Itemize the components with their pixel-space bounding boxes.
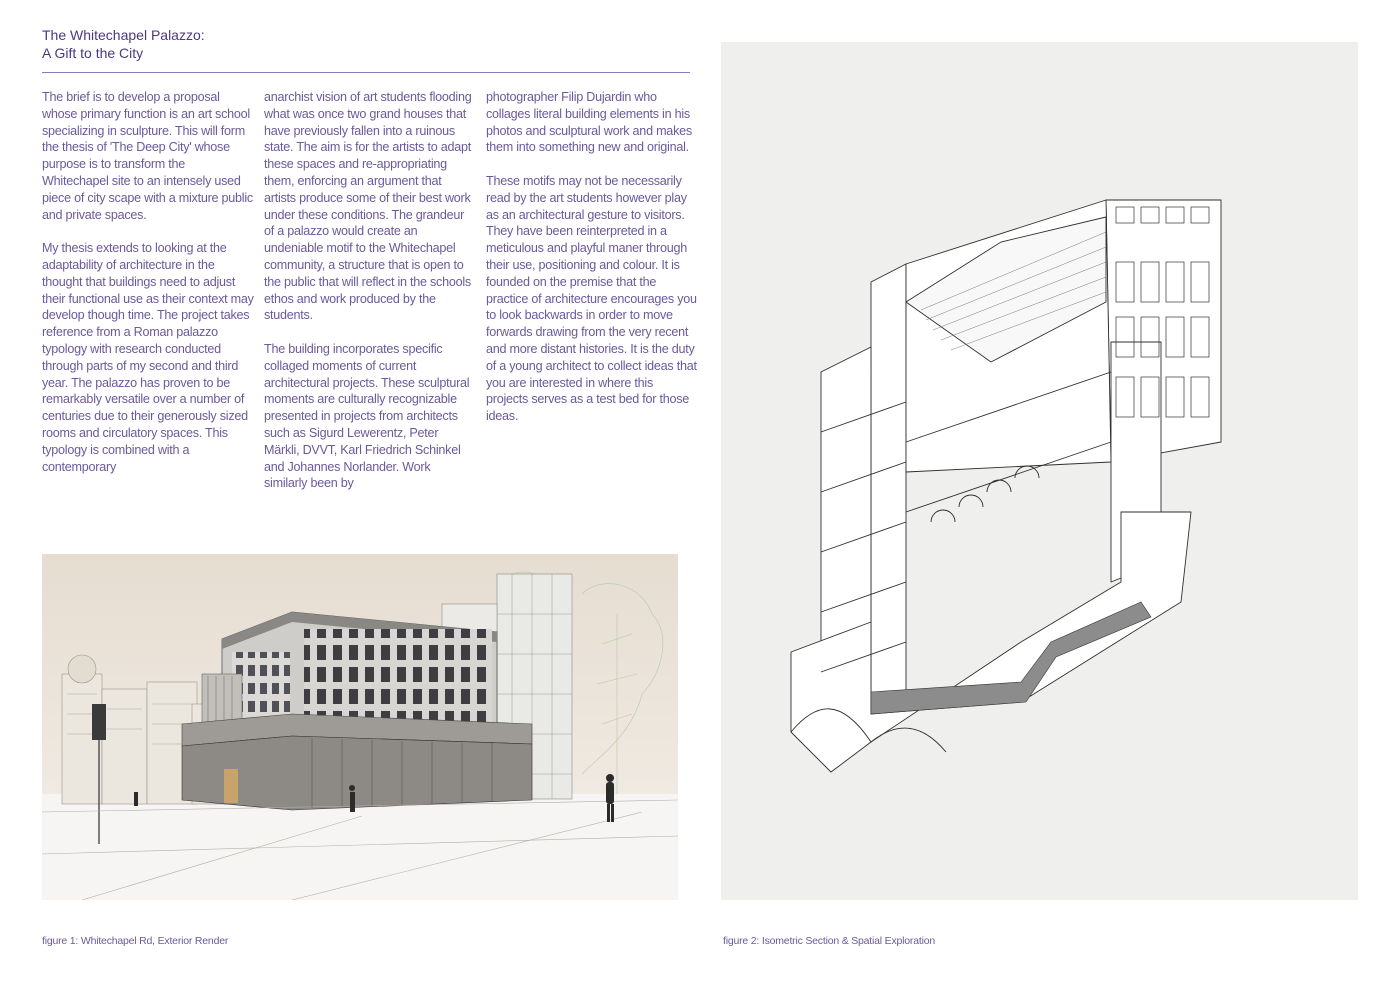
text-column-2 xyxy=(264,89,476,509)
paragraph: These motifs may not be necessarily read by the art students however play as an architectural gesture to visitors. They have been reinterpreted in a meticulous and playful maner through their use, positioning and colour. It is founded on the premise that the practice of architecture encourages you to look backwards in order to move forwards drawing from the very recent and more distant histories. It is the duty of a young architect to collect ideas that you are interested in where this projects serves as a test bed for those ideas. xyxy=(486,173,697,424)
paragraph: anarchist vision of art students flooding what was once two grand houses that have previously fallen into a ruinous state. The aim is for the artists to adapt these spaces and re-appropriating them, enforcing an argument that artists produce some of their best work under these conditions. The grandeur of a palazzo would create an undeniable motif to the Whitechapel community, a structure that is open to the public that will reflect in the schools ethos and work produced by the students. xyxy=(264,90,472,323)
figure-2-caption: figure 2: Isometric Section & Spatial Exploration xyxy=(723,935,935,947)
figure-1-caption: figure 1: Whitechapel Rd, Exterior Render xyxy=(42,935,229,947)
title-line-1: The Whitechapel Palazzo: xyxy=(42,27,205,43)
paragraph: My thesis extends to looking at the adaptability of architecture in the thought that buildings need to adjust their functional use as their context may develop though time. The project takes reference from a Roman palazzo typology with research conducted through parts of my second and third year. The palazzo has proven to be remarkably versatile over a number of centuries due to their generously sized rooms and circulatory spaces. This typology is combined with a contemporary xyxy=(42,241,254,474)
text-column-3 xyxy=(486,89,698,442)
isometric-section-image xyxy=(721,42,1358,900)
text-column-1 xyxy=(42,89,254,492)
paragraph: The building incorporates specific collaged moments of current architectural projects. These sculptural moments are culturally recognizable presented in projects from architects such as Sigurd Lewerentz, Peter Märkli, DVVT, Karl Friedrich Schinkel and Johannes Norlander. Work similarly been by xyxy=(264,341,470,491)
title-divider xyxy=(42,72,690,73)
paragraph: The brief is to develop a proposal whose primary function is an art school specializing in sculpture. This will form the thesis of 'The Deep City' whose purpose is to transform the Whitechapel site to an intensely used piece of city scape with a mixture public and private spaces. xyxy=(42,90,253,222)
title-line-2: A Gift to the City xyxy=(42,45,144,61)
paragraph: photographer Filip Dujardin who collages literal building elements in his photos and sculptural work and makes them into something new and original. xyxy=(486,90,692,155)
street-render-illustration xyxy=(42,554,678,900)
exterior-render-image xyxy=(42,554,678,900)
page-title xyxy=(42,26,205,62)
isometric-section-drawing xyxy=(721,42,1358,900)
